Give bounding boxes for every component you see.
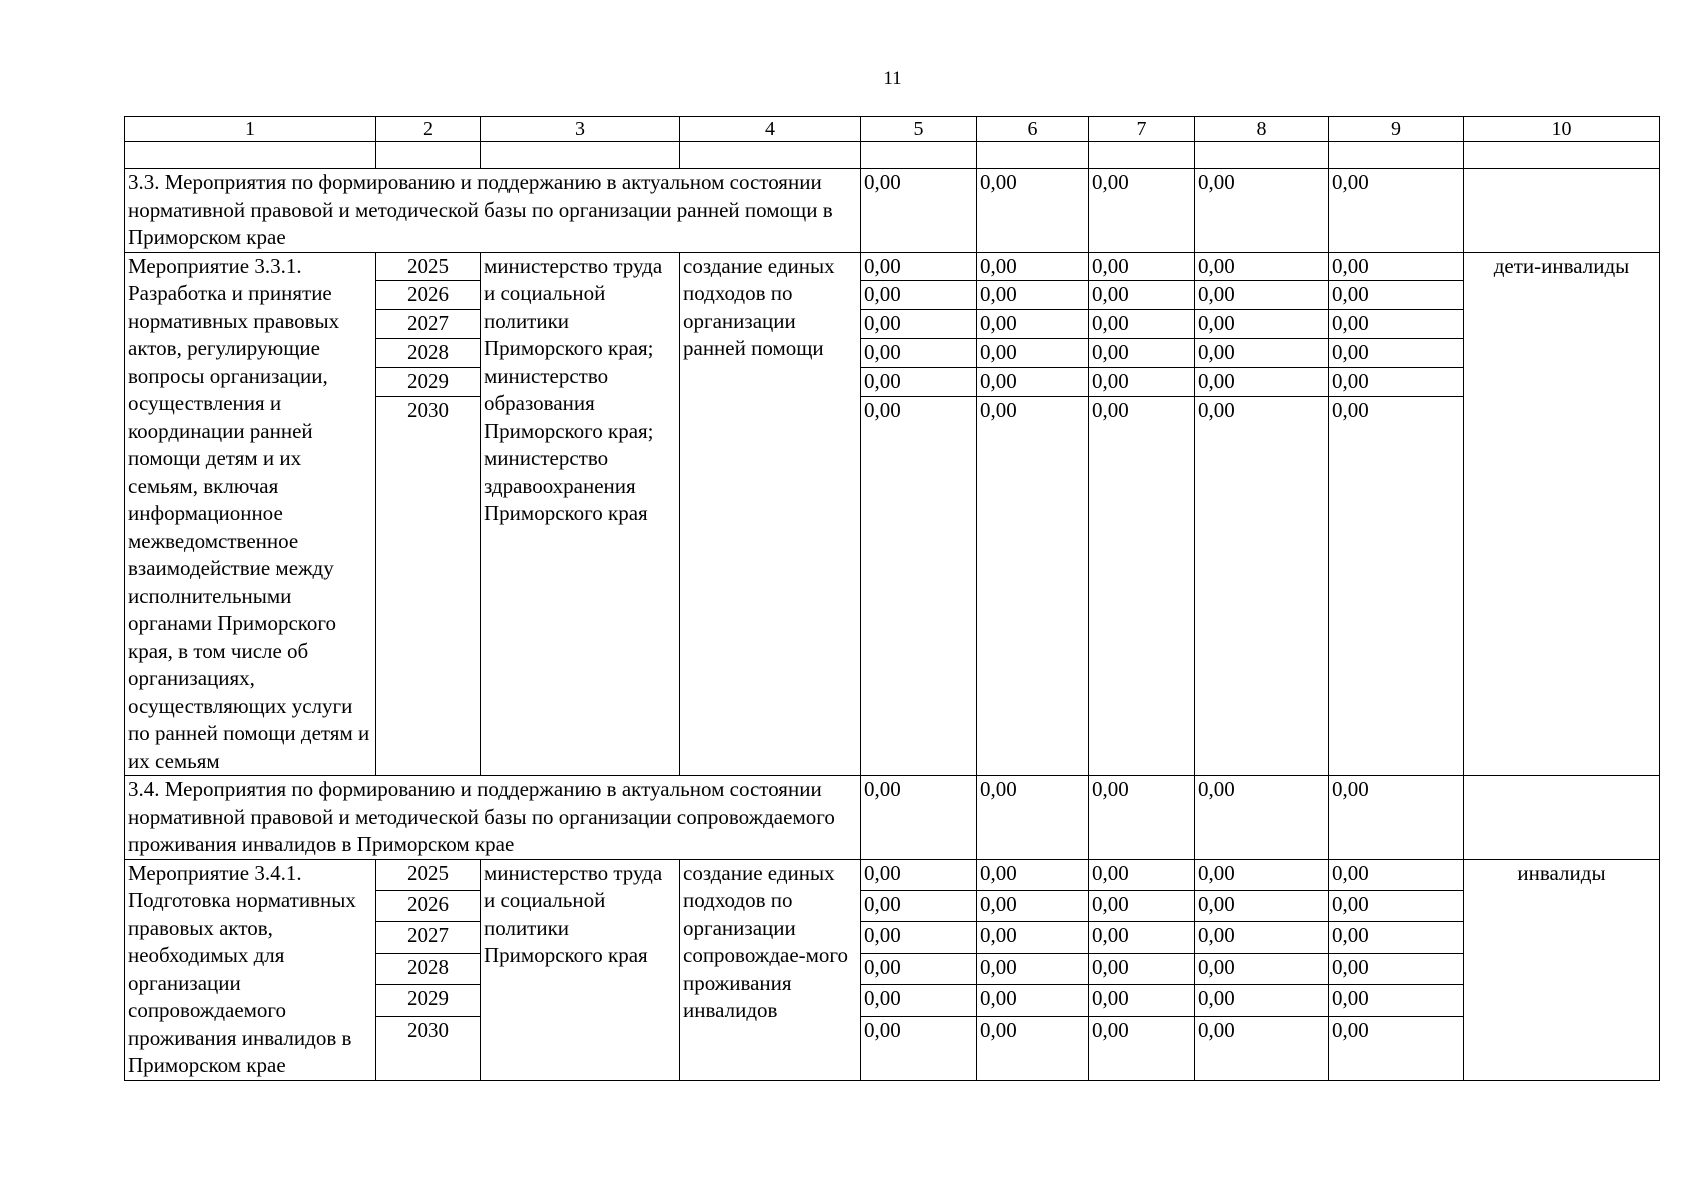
measure-value: 0,00 bbox=[861, 368, 977, 397]
blank-cell bbox=[1329, 142, 1464, 169]
measure-year: 2027 bbox=[376, 310, 481, 339]
measure-value: 0,00 bbox=[1089, 339, 1195, 368]
measure-value: 0,00 bbox=[1195, 339, 1329, 368]
header-cell: 5 bbox=[861, 117, 977, 142]
measure-result: создание единых подходов по организации сопровождае-мого проживания инвалидов bbox=[680, 859, 861, 1080]
section-value: 0,00 bbox=[1329, 776, 1464, 860]
measure-value: 0,00 bbox=[977, 985, 1089, 1016]
section-value: 0,00 bbox=[977, 776, 1089, 860]
measure-value: 0,00 bbox=[1329, 859, 1464, 890]
blank-cell bbox=[1464, 142, 1660, 169]
section-empty-cell bbox=[1464, 169, 1660, 253]
measure-value: 0,00 bbox=[977, 368, 1089, 397]
measure-year: 2027 bbox=[376, 922, 481, 953]
measure-name: Мероприятие 3.4.1. Подготовка нормативных правовых актов, необходимых для организации сопровождаемого проживания инвалидов в Приморском крае bbox=[125, 859, 376, 1080]
measure-value: 0,00 bbox=[861, 953, 977, 984]
measure-value: 0,00 bbox=[977, 339, 1089, 368]
measure-year: 2025 bbox=[376, 252, 481, 281]
measure-value: 0,00 bbox=[977, 310, 1089, 339]
measure-value: 0,00 bbox=[1329, 1016, 1464, 1080]
section-title: 3.4. Мероприятия по формированию и поддержанию в актуальном состоянии нормативной правовой и методической базы по организации сопровождаемого проживания инвалидов в Приморском крае bbox=[125, 776, 861, 860]
header-cell: 7 bbox=[1089, 117, 1195, 142]
blank-row bbox=[125, 142, 1660, 169]
measure-year-row bbox=[125, 859, 1660, 890]
measure-value: 0,00 bbox=[977, 281, 1089, 310]
measure-value: 0,00 bbox=[1329, 368, 1464, 397]
section-row bbox=[125, 776, 1660, 860]
measure-value: 0,00 bbox=[1089, 890, 1195, 921]
measure-value: 0,00 bbox=[1195, 252, 1329, 281]
section-value: 0,00 bbox=[1195, 776, 1329, 860]
measure-value: 0,00 bbox=[1329, 339, 1464, 368]
measure-year: 2029 bbox=[376, 368, 481, 397]
blank-cell bbox=[481, 142, 680, 169]
measure-value: 0,00 bbox=[1195, 397, 1329, 776]
measure-value: 0,00 bbox=[861, 397, 977, 776]
section-value: 0,00 bbox=[861, 169, 977, 253]
measure-value: 0,00 bbox=[1329, 922, 1464, 953]
section-empty-cell bbox=[1464, 776, 1660, 860]
blank-cell bbox=[376, 142, 481, 169]
header-cell: 10 bbox=[1464, 117, 1660, 142]
section-row bbox=[125, 169, 1660, 253]
measure-value: 0,00 bbox=[1089, 859, 1195, 890]
measure-year: 2028 bbox=[376, 339, 481, 368]
measure-value: 0,00 bbox=[1329, 890, 1464, 921]
section-value: 0,00 bbox=[1329, 169, 1464, 253]
page-number: 11 bbox=[883, 68, 902, 89]
section-value: 0,00 bbox=[861, 776, 977, 860]
measure-value: 0,00 bbox=[977, 890, 1089, 921]
measure-value: 0,00 bbox=[861, 339, 977, 368]
header-cell: 4 bbox=[680, 117, 861, 142]
measure-value: 0,00 bbox=[861, 1016, 977, 1080]
measure-value: 0,00 bbox=[1329, 281, 1464, 310]
blank-cell bbox=[1089, 142, 1195, 169]
measure-value: 0,00 bbox=[1195, 859, 1329, 890]
section-title: 3.3. Мероприятия по формированию и поддержанию в актуальном состоянии нормативной правовой и методической базы по организации ранней помощи в Приморском крае bbox=[125, 169, 861, 253]
measure-value: 0,00 bbox=[1329, 252, 1464, 281]
measure-value: 0,00 bbox=[1329, 953, 1464, 984]
header-cell: 2 bbox=[376, 117, 481, 142]
measure-value: 0,00 bbox=[977, 397, 1089, 776]
measure-value: 0,00 bbox=[1089, 310, 1195, 339]
blank-cell bbox=[680, 142, 861, 169]
header-cell: 1 bbox=[125, 117, 376, 142]
program-table bbox=[124, 116, 1660, 1081]
measure-year: 2026 bbox=[376, 890, 481, 921]
measure-value: 0,00 bbox=[1089, 922, 1195, 953]
blank-cell bbox=[861, 142, 977, 169]
measure-value: 0,00 bbox=[861, 890, 977, 921]
measure-value: 0,00 bbox=[1089, 1016, 1195, 1080]
blank-cell bbox=[977, 142, 1089, 169]
measure-target-group: инвалиды bbox=[1464, 859, 1660, 1080]
measure-value: 0,00 bbox=[861, 252, 977, 281]
measure-target-group: дети-инвалиды bbox=[1464, 252, 1660, 776]
measure-value: 0,00 bbox=[1329, 985, 1464, 1016]
measure-value: 0,00 bbox=[1089, 953, 1195, 984]
blank-cell bbox=[125, 142, 376, 169]
measure-value: 0,00 bbox=[1195, 953, 1329, 984]
measure-value: 0,00 bbox=[977, 252, 1089, 281]
measure-value: 0,00 bbox=[1089, 252, 1195, 281]
header-cell: 8 bbox=[1195, 117, 1329, 142]
header-cell: 6 bbox=[977, 117, 1089, 142]
measure-value: 0,00 bbox=[1195, 310, 1329, 339]
measure-value: 0,00 bbox=[1195, 1016, 1329, 1080]
measure-value: 0,00 bbox=[1195, 985, 1329, 1016]
measure-value: 0,00 bbox=[861, 310, 977, 339]
measure-year: 2025 bbox=[376, 859, 481, 890]
measure-year: 2029 bbox=[376, 985, 481, 1016]
measure-year: 2030 bbox=[376, 1016, 481, 1080]
measure-result: создание единых подходов по организации ранней помощи bbox=[680, 252, 861, 776]
measure-value: 0,00 bbox=[1195, 281, 1329, 310]
measure-value: 0,00 bbox=[1329, 310, 1464, 339]
measure-value: 0,00 bbox=[977, 1016, 1089, 1080]
measure-year: 2026 bbox=[376, 281, 481, 310]
measure-name: Мероприятие 3.3.1. Разработка и принятие нормативных правовых актов, регулирующие вопросы организации, осуществления и координации ранней помощи детям и их семьям, включая информационное межведомственное взаимодействие между исполнительными органами Приморского края, в том числе об организациях, осуществляющих услуги по ранней помощи детям и их семьям bbox=[125, 252, 376, 776]
measure-value: 0,00 bbox=[1195, 368, 1329, 397]
measure-value: 0,00 bbox=[1089, 368, 1195, 397]
measure-value: 0,00 bbox=[1195, 922, 1329, 953]
measure-value: 0,00 bbox=[861, 922, 977, 953]
measure-value: 0,00 bbox=[1195, 890, 1329, 921]
measure-year-row bbox=[125, 252, 1660, 281]
section-value: 0,00 bbox=[1195, 169, 1329, 253]
measure-value: 0,00 bbox=[977, 953, 1089, 984]
measure-executor: министерство труда и социальной политики Приморского края; министерство образования Приморского края; министерство здравоохранения Приморского края bbox=[481, 252, 680, 776]
blank-cell bbox=[1195, 142, 1329, 169]
measure-year: 2028 bbox=[376, 953, 481, 984]
measure-value: 0,00 bbox=[861, 985, 977, 1016]
measure-value: 0,00 bbox=[977, 859, 1089, 890]
measure-year: 2030 bbox=[376, 397, 481, 776]
measure-value: 0,00 bbox=[1089, 985, 1195, 1016]
measure-value: 0,00 bbox=[1089, 397, 1195, 776]
measure-value: 0,00 bbox=[1089, 281, 1195, 310]
measure-value: 0,00 bbox=[861, 859, 977, 890]
header-cell: 3 bbox=[481, 117, 680, 142]
measure-executor: министерство труда и социальной политики Приморского края bbox=[481, 859, 680, 1080]
section-value: 0,00 bbox=[977, 169, 1089, 253]
measure-value: 0,00 bbox=[977, 922, 1089, 953]
section-value: 0,00 bbox=[1089, 169, 1195, 253]
section-value: 0,00 bbox=[1089, 776, 1195, 860]
header-row bbox=[125, 117, 1660, 142]
measure-value: 0,00 bbox=[1329, 397, 1464, 776]
header-cell: 9 bbox=[1329, 117, 1464, 142]
measure-value: 0,00 bbox=[861, 281, 977, 310]
